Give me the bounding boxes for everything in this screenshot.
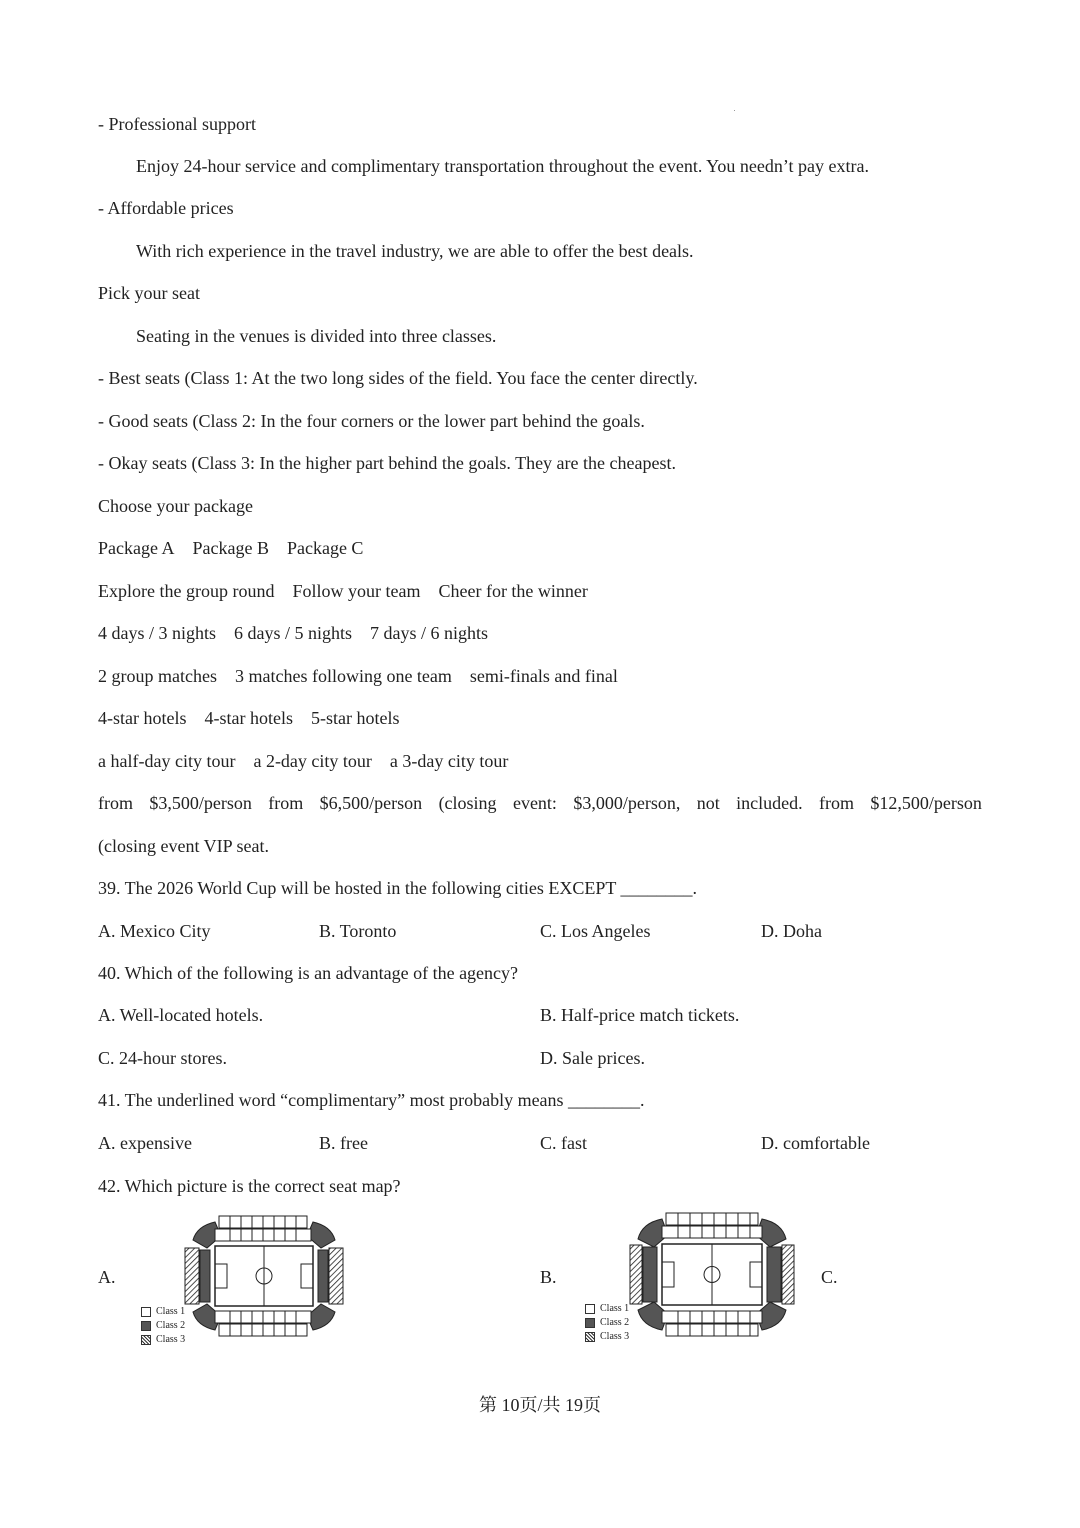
- q42-option-c-label: C.: [821, 1267, 838, 1287]
- q39-option-b: B. Toronto: [319, 921, 397, 941]
- package-theme: Cheer for the winner: [438, 581, 588, 601]
- package-tours-row: [98, 750, 508, 772]
- package-durations-row: [98, 622, 488, 644]
- package-tour: a 2-day city tour: [253, 751, 372, 771]
- package-hotel: 4-star hotels: [204, 708, 293, 728]
- package-themes-row: [98, 580, 588, 602]
- package-duration: 6 days / 5 nights: [234, 623, 353, 643]
- legend-label: Class 2: [600, 1317, 630, 1328]
- price-word: from: [819, 793, 854, 813]
- question-39-stem: 39. The 2026 World Cup will be hosted in the following cities EXCEPT ________.: [98, 878, 698, 898]
- question-41-stem: 41. The underlined word “complimentary” most probably means ________.: [98, 1090, 645, 1110]
- package-tour: a 3-day city tour: [389, 751, 509, 771]
- package-hotels-row: [98, 707, 399, 729]
- q40-option-a: A. Well-located hotels.: [98, 1005, 264, 1025]
- packages-heading: Choose your package: [98, 496, 253, 516]
- price-word: (closing: [438, 793, 497, 813]
- q42-option-b-label: B.: [540, 1267, 557, 1287]
- q39-option-c: C. Los Angeles: [540, 921, 651, 941]
- price-word: from: [268, 793, 304, 813]
- q39-option-d: D. Doha: [761, 921, 822, 941]
- price-word: $3,500/person: [149, 793, 252, 813]
- package-hotel: 4-star hotels: [98, 708, 187, 728]
- legend-label: Class 1: [600, 1303, 630, 1314]
- seat-legend-a: [141, 1305, 185, 1347]
- question-40-stem: 40. Which of the following is an advantage of the agency?: [98, 963, 519, 983]
- price-word: $3,000/person,: [573, 793, 681, 813]
- price-word: event:: [512, 793, 557, 813]
- package-name: Package A: [98, 538, 175, 558]
- q41-option-c: C. fast: [540, 1133, 587, 1153]
- q42-option-a-label: A.: [98, 1267, 116, 1287]
- legend-label: Class 3: [600, 1331, 630, 1342]
- legend-label: Class 3: [156, 1334, 186, 1345]
- seats-intro: Seating in the venues is divided into three classes.: [136, 326, 497, 346]
- package-matches: 2 group matches: [98, 666, 217, 686]
- class2-swatch: [141, 1321, 151, 1331]
- legend-label: Class 2: [156, 1320, 186, 1331]
- package-tour: a half-day city tour: [98, 751, 236, 771]
- q41-option-d: D. comfortable: [761, 1133, 870, 1153]
- package-name: Package B: [192, 538, 269, 558]
- support-text: Enjoy 24-hour service and complimentary transportation throughout the event. You needn’t pay extra.: [136, 156, 869, 176]
- q40-option-c: C. 24-hour stores.: [98, 1048, 227, 1068]
- package-hotel: 5-star hotels: [310, 708, 400, 728]
- package-theme: Follow your team: [292, 581, 421, 601]
- price-word: not: [696, 793, 720, 813]
- stadium-seat-map-a: [183, 1214, 345, 1338]
- prices-text: With rich experience in the travel industry, we are able to offer the best deals.: [136, 241, 694, 261]
- seat-class3: - Okay seats (Class 3: In the higher part behind the goals. They are the cheapest.: [98, 453, 676, 473]
- q41-option-a: A. expensive: [98, 1133, 192, 1153]
- package-duration: 4 days / 3 nights: [98, 623, 217, 643]
- seat-class1: - Best seats (Class 1: At the two long sides of the field. You face the center directly.: [98, 368, 698, 388]
- q40-option-d: D. Sale prices.: [540, 1048, 645, 1068]
- price-word: $6,500/person: [319, 793, 423, 813]
- page-footer: 第 10页/共 19页: [478, 1395, 601, 1415]
- q39-option-a: A. Mexico City: [98, 921, 211, 941]
- seats-heading: Pick your seat: [98, 283, 200, 303]
- prices-heading: - Affordable prices: [98, 198, 234, 218]
- class1-swatch: [141, 1307, 151, 1317]
- corner-dot: [734, 110, 735, 111]
- package-prices-cont: (closing event VIP seat.: [98, 836, 269, 856]
- package-matches-row: [98, 665, 618, 687]
- class3-swatch: [141, 1335, 151, 1345]
- seat-legend-b: [585, 1302, 629, 1344]
- package-duration: 7 days / 6 nights: [370, 623, 489, 643]
- q40-option-b: B. Half-price match tickets.: [540, 1005, 740, 1025]
- class1-swatch: [585, 1304, 595, 1314]
- package-name: Package C: [286, 538, 364, 558]
- class3-swatch: [585, 1332, 595, 1342]
- package-names-row: [98, 537, 363, 559]
- q41-option-b: B. free: [319, 1133, 368, 1153]
- legend-label: Class 1: [156, 1306, 186, 1317]
- class2-swatch: [585, 1318, 595, 1328]
- question-42-stem: 42. Which picture is the correct seat map?: [98, 1176, 401, 1196]
- support-heading: - Professional support: [98, 114, 256, 134]
- price-word: included.: [736, 793, 803, 813]
- package-matches: 3 matches following one team: [234, 666, 452, 686]
- package-theme: Explore the group round: [98, 581, 275, 601]
- stadium-seat-map-b: [628, 1211, 796, 1338]
- price-word: from: [98, 793, 133, 813]
- package-matches: semi-finals and final: [469, 666, 618, 686]
- package-prices-row: [98, 792, 982, 814]
- seat-class2: - Good seats (Class 2: In the four corners or the lower part behind the goals.: [98, 411, 645, 431]
- price-word: $12,500/person: [870, 793, 982, 813]
